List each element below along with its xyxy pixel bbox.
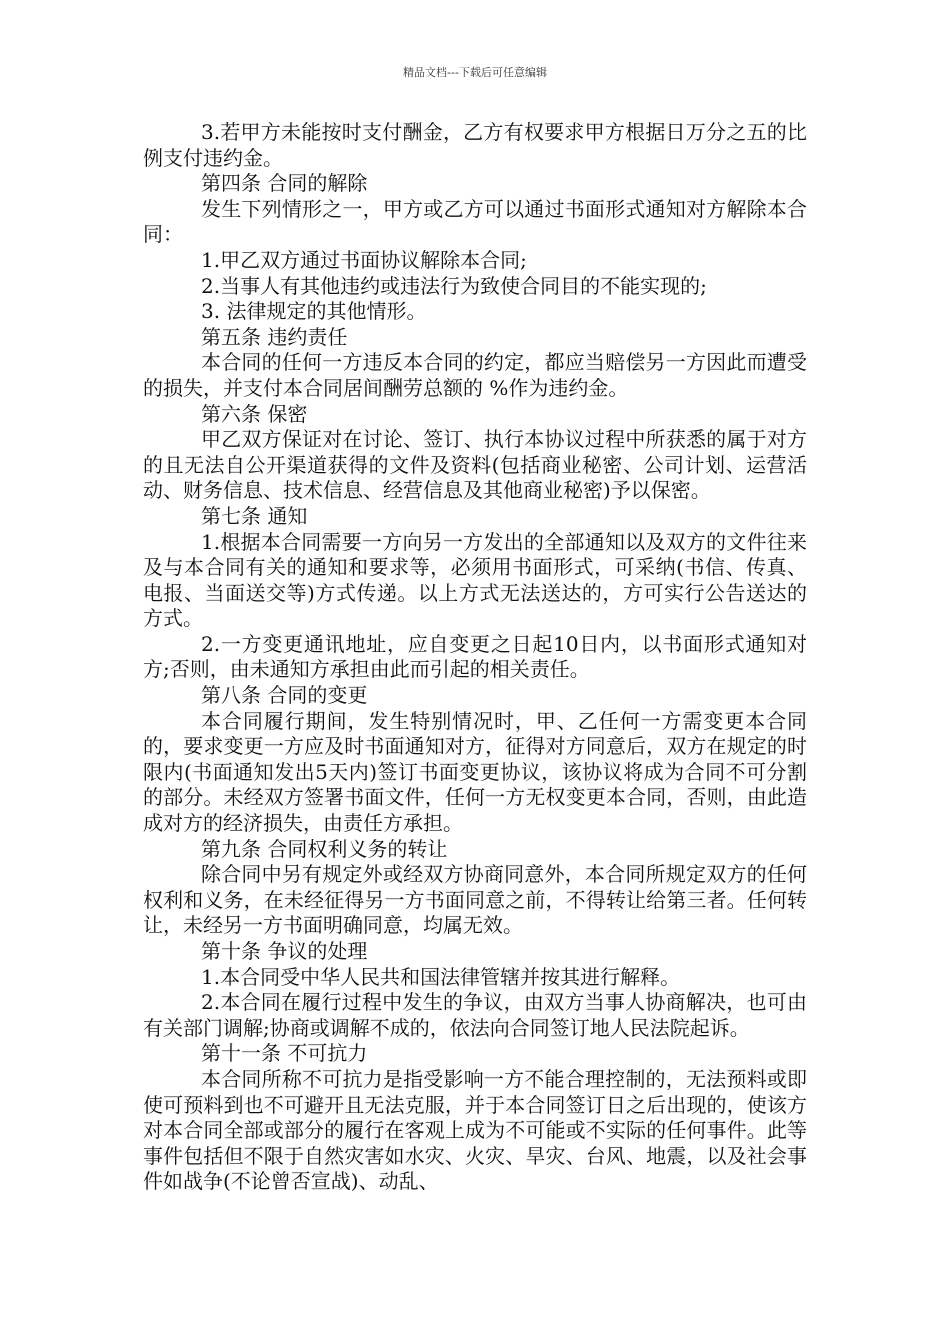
section-heading: 第十一条 不可抗力 [201,1041,368,1066]
section-heading: 第十条 争议的处理 [201,939,368,963]
section-heading: 第九条 合同权利义务的转让 [201,836,448,861]
paragraph: 除合同中另有规定外或经双方协商同意外，本合同所规定双方的任何权利和义务，在未经征得另一方书面同意之前，不得转让给第三者。任何转让，未经另一方书面明确同意，均属无效。 [143,862,807,938]
paragraph: 本合同的任何一方违反本合同的约定，都应当赔偿另一方因此而遭受的损失，并支付本合同居间酬劳总额的 %作为违约金。 [143,350,807,400]
section-heading: 第七条 通知 [201,503,308,528]
list-item: 1.根据本合同需要一方向另一方发出的全部通知以及双方的文件往来及与本合同有关的通知和要求等，必须用书面形式，可采纳(书信、传真、电报、当面送交等)方式传递。以上方式无法送达的，方可实行公告送达的方式。 [143,529,807,631]
section-heading: 第五条 违约责任 [201,324,348,349]
paragraph: 本合同履行期间，发生特别情况时，甲、乙任何一方需变更本合同的，要求变更一方应及时书面通知对方，征得对方同意后，双方在规定的时限内(书面通知发出5天内)签订书面变更协议，该协议将成为合同不可分割的部分。未经双方签署书面文件，任何一方无权变更本合同，否则，由此造成对方的经济损失，由责任方承担。 [143,708,807,836]
list-item: 2.一方变更通讯地址，应自变更之日起10日内，以书面形式通知对方;否则，由未通知方承担由此而引起的相关责任。 [143,631,807,682]
document-body [143,120,807,1195]
list-item: 3. 法律规定的其他情形。 [201,299,427,324]
list-item: 1.本合同受中华人民共和国法律管辖并按其进行解释。 [201,964,681,989]
paragraph: 甲乙双方保证对在讨论、签订、执行本协议过程中所获悉的属于对方的且无法自公开渠道获得的文件及资料(包括商业秘密、公司计划、运营活动、财务信息、技术信息、经营信息及其他商业秘密)予以保密。 [143,427,807,503]
section-heading: 第六条 保密 [201,401,308,426]
list-item: 2.当事人有其他违约或违法行为致使合同目的不能实现的; [201,273,707,298]
section-heading: 第八条 合同的变更 [201,683,368,708]
section-heading: 第四条 合同的解除 [201,171,368,196]
paragraph: 本合同所称不可抗力是指受影响一方不能合理控制的，无法预料或即使可预料到也不可避开且无法克服，并于本合同签订日之后出现的，使该方对本合同全部或部分的履行在客观上成为不可能或不实际的任何事件。此等事件包括但不限于自然灾害如水灾、火灾、旱灾、台风、地震，以及社会事件如战争(不论曾否宣战)、动乱、 [143,1066,807,1194]
paragraph: 发生下列情形之一，甲方或乙方可以通过书面形式通知对方解除本合同： [143,196,807,247]
paragraph: 3.若甲方未能按时支付酬金，乙方有权要求甲方根据日万分之五的比例支付违约金。 [143,120,807,170]
list-item: 2.本合同在履行过程中发生的争议，由双方当事人协商解决，也可由有关部门调解;协商或调解不成的，依法向合同签订地人民法院起诉。 [143,990,807,1040]
list-item: 1.甲乙双方通过书面协议解除本合同; [201,247,527,272]
page-header: 精品文档---下载后可任意编辑 [403,66,547,79]
